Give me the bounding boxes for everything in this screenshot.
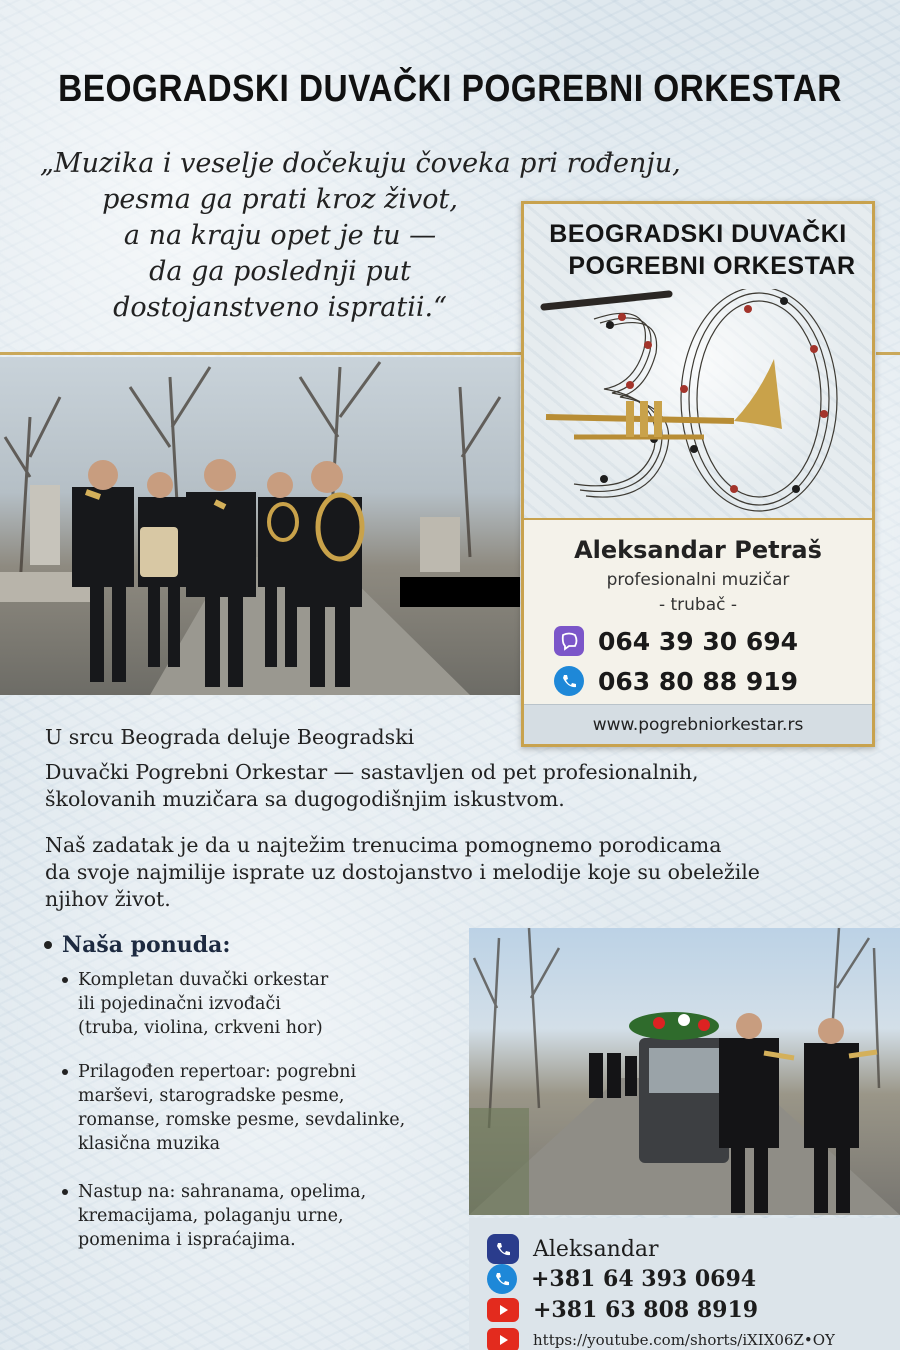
contact-instrument: - trubač -	[658, 595, 738, 615]
mission-line: njihov život.	[45, 887, 171, 911]
offer-heading	[44, 932, 230, 958]
quote-line: dostojanstveno ispratii.“	[113, 292, 447, 323]
call-icon	[487, 1234, 519, 1264]
phone-icon	[487, 1264, 517, 1294]
bullet-icon	[62, 1069, 68, 1075]
contact-name: Aleksandar	[533, 1236, 659, 1262]
list-item-line: kremacijama, polaganju urne,	[78, 1206, 344, 1226]
list-item	[62, 1060, 405, 1156]
contact-phone[interactable]: +381 64 393 0694	[531, 1266, 757, 1292]
contact-phone-row[interactable]	[487, 1264, 756, 1294]
list-item-line: romanse, romske pesme, sevdalinke,	[78, 1110, 406, 1130]
contact-role: profesionalni muzičar	[606, 570, 790, 590]
youtube-link[interactable]: https://youtube.com/shorts/iXIX06Z•OY	[533, 1331, 835, 1349]
procession-photo	[469, 928, 900, 1215]
list-item	[62, 1180, 366, 1252]
contact-phone[interactable]: +381 63 808 8919	[533, 1297, 759, 1323]
quote-line: da ga poslednji put	[149, 256, 411, 287]
list-item-line: (truba, violina, crkveni hor)	[78, 1018, 323, 1038]
mission-line: da svoje najmilije isprate uz dostojanstvo i melodije koje su obeležile	[45, 860, 760, 884]
phone-icon	[554, 666, 584, 696]
quote-line: „Muzika i veselje dočekuju čoveka pri rođenju,	[40, 148, 681, 179]
divider	[0, 352, 522, 355]
phone-number[interactable]: 063 80 88 919	[598, 666, 799, 696]
list-item-line: Prilagođen repertoar: pogrebni	[78, 1062, 357, 1082]
orchestra-logo	[524, 204, 872, 520]
mission-line: Naš zadatak je da u najtežim trenucima pomognemo porodicama	[45, 833, 722, 857]
intro-line: U srcu Beograda deluje Beogradski	[45, 725, 415, 749]
youtube-icon	[487, 1298, 519, 1322]
list-item-line: Kompletan duvački orkestar	[78, 970, 329, 990]
intro-line: Duvački Pogrebni Orkestar — sastavljen od pet profesionalnih,	[45, 760, 699, 784]
youtube-icon	[487, 1328, 519, 1350]
divider	[876, 352, 900, 355]
list-item-line: ili pojedinačni izvođači	[78, 994, 281, 1014]
youtube-link-row[interactable]	[487, 1325, 835, 1350]
list-item-line: marševi, starogradske pesme,	[78, 1086, 345, 1106]
contact-name-row	[487, 1234, 659, 1264]
trumpet-notes-icon	[534, 289, 864, 514]
viber-icon	[554, 626, 584, 656]
intro-line: školovanih muzičara sa dugogodišnjim iskustvom.	[45, 787, 565, 811]
page-title: BEOGRADSKI DUVAČKI POGREBNI ORKESTAR	[58, 68, 842, 110]
bullet-icon	[62, 1189, 68, 1195]
contact-phone-row[interactable]	[487, 1295, 758, 1325]
viber-phone-number[interactable]: 064 39 30 694	[598, 626, 799, 656]
list-item	[62, 968, 328, 1040]
contact-panel	[469, 1218, 900, 1350]
viber-phone-row[interactable]	[554, 623, 854, 659]
website-link[interactable]: www.pogrebniorkestar.rs	[524, 704, 872, 744]
list-item-line: klasična muzika	[78, 1134, 220, 1154]
bullet-icon	[62, 977, 68, 983]
bullet-icon	[44, 941, 52, 949]
quote-line: pesma ga prati kroz život,	[102, 184, 458, 215]
offer-heading-text: Naša ponuda:	[62, 932, 231, 958]
intro-paragraph	[45, 724, 699, 813]
phone-row[interactable]	[554, 663, 854, 699]
list-item-line: Nastup na: sahranama, opelima,	[78, 1182, 367, 1202]
mission-paragraph	[45, 832, 760, 913]
card-title-line: POGREBNI ORKESTAR	[568, 252, 856, 280]
orchestra-photo	[0, 357, 520, 695]
contact-card	[521, 201, 875, 747]
quote	[40, 146, 681, 326]
quote-line: a na kraju opet je tu —	[123, 220, 437, 251]
card-title-line: BEOGRADSKI DUVAČKI	[549, 220, 847, 248]
contact-name: Aleksandar Petraš	[574, 536, 822, 564]
list-item-line: pomenima i ispraćajima.	[78, 1230, 296, 1250]
